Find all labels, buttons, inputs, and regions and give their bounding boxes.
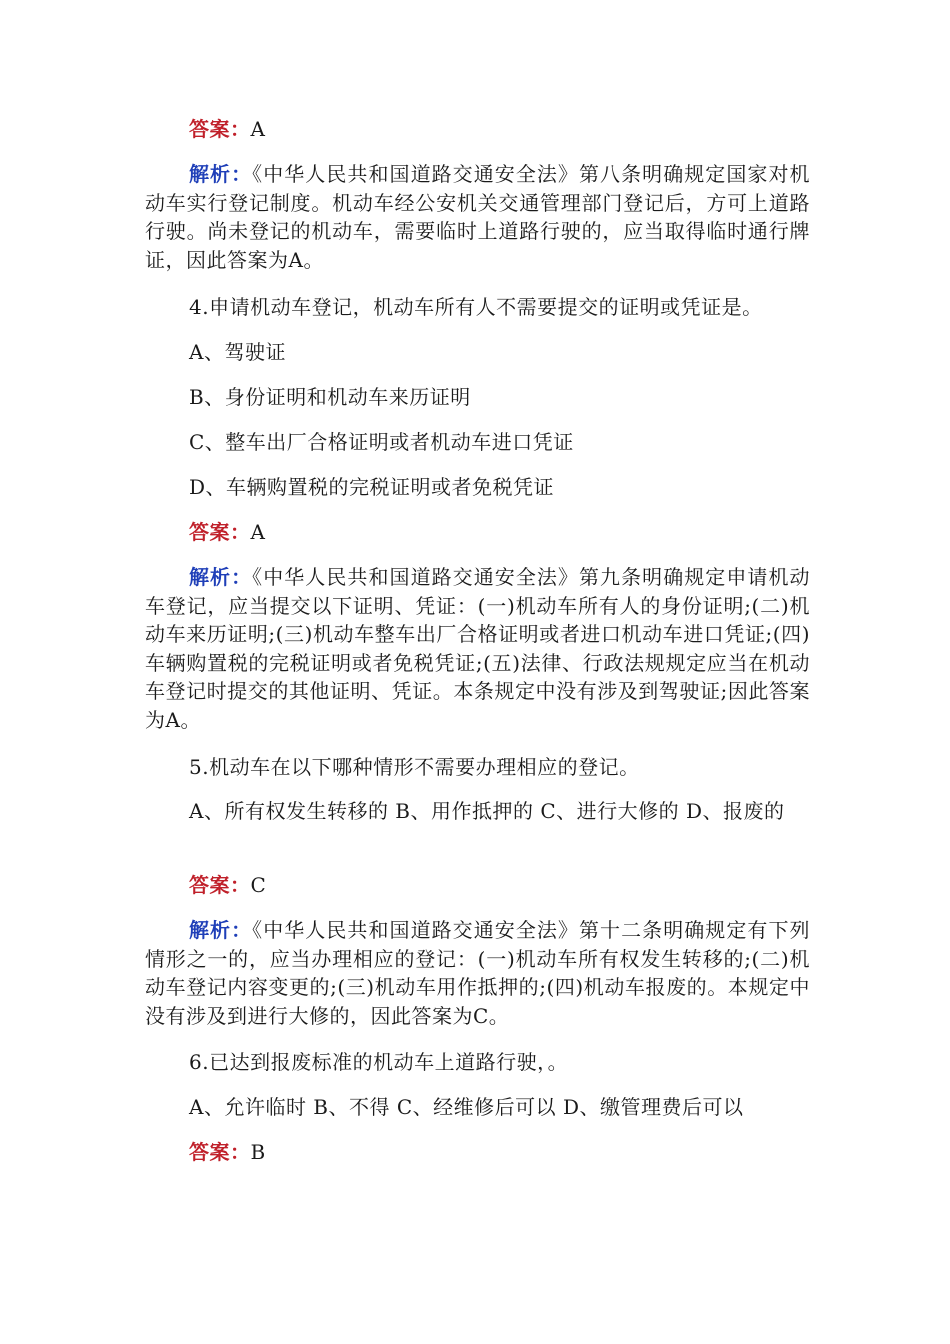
options-paragraph: A、所有权发生转移的 B、用作抵押的 C、进行大修的 D、报废的 (189, 799, 785, 823)
answer-line (189, 115, 265, 143)
answer-label: 答案： (189, 520, 251, 544)
analysis-paragraph (145, 160, 810, 274)
option-d: D、车辆购置税的完税证明或者免税凭证 (189, 475, 555, 499)
answer-line (189, 1138, 266, 1166)
answer-value: A (250, 520, 266, 544)
answer-line (189, 871, 266, 899)
option-c: C、整车出厂合格证明或者机动车进口凭证 (189, 430, 574, 454)
answer-label: 答案： (189, 1140, 251, 1164)
question-text: 4.申请机动车登记，机动车所有人不需要提交的证明或凭证是。 (189, 295, 763, 319)
question-text: 6.已达到报废标准的机动车上道路行驶，。 (189, 1050, 569, 1074)
answer-label: 答案： (189, 117, 251, 141)
analysis-text: 《中华人民共和国道路交通安全法》第十二条明确规定有下列情形之一的，应当办理相应的登记：(一)机动车所有权发生转移的;(二)机动车登记内容变更的;(三)机动车用作抵押的;(四)机动车报废的。本规定中没有涉及到进行大修的，因此答案为C。 (145, 918, 811, 1028)
analysis-label: 解析： (189, 918, 253, 942)
question-text: 5.机动车在以下哪种情形不需要办理相应的登记。 (189, 755, 640, 779)
option-a: A、驾驶证 (189, 340, 286, 364)
analysis-label: 解析： (189, 162, 253, 186)
analysis-text: 《中华人民共和国道路交通安全法》第九条明确规定申请机动车登记，应当提交以下证明、凭证：(一)机动车所有人的身份证明;(二)机动车来历证明;(三)机动车整车出厂合格证明或者进口机动车进口凭证;(四)车辆购置税的完税证明或者免税凭证;(五)法律、行政法规规定应当在机动车登记时提交的其他证明、凭证。本条规定中没有涉及到驾驶证;因此答案为A。 (145, 565, 811, 732)
options-line: A、允许临时 B、不得 C、经维修后可以 D、缴管理费后可以 (189, 1095, 744, 1119)
answer-value: A (250, 117, 266, 141)
answer-line (189, 518, 265, 546)
answer-label: 答案： (189, 873, 251, 897)
analysis-paragraph (145, 916, 810, 1030)
analysis-text: 《中华人民共和国道路交通安全法》第八条明确规定国家对机动车实行登记制度。机动车经公安机关交通管理部门登记后，方可上道路行驶。尚未登记的机动车，需要临时上道路行驶的，应当取得临时通行牌证，因此答案为A。 (145, 162, 811, 272)
option-b: B、身份证明和机动车来历证明 (189, 385, 471, 409)
answer-value: B (250, 1140, 266, 1164)
answer-value: C (250, 873, 267, 897)
analysis-paragraph (145, 563, 810, 735)
analysis-label: 解析： (189, 565, 253, 589)
